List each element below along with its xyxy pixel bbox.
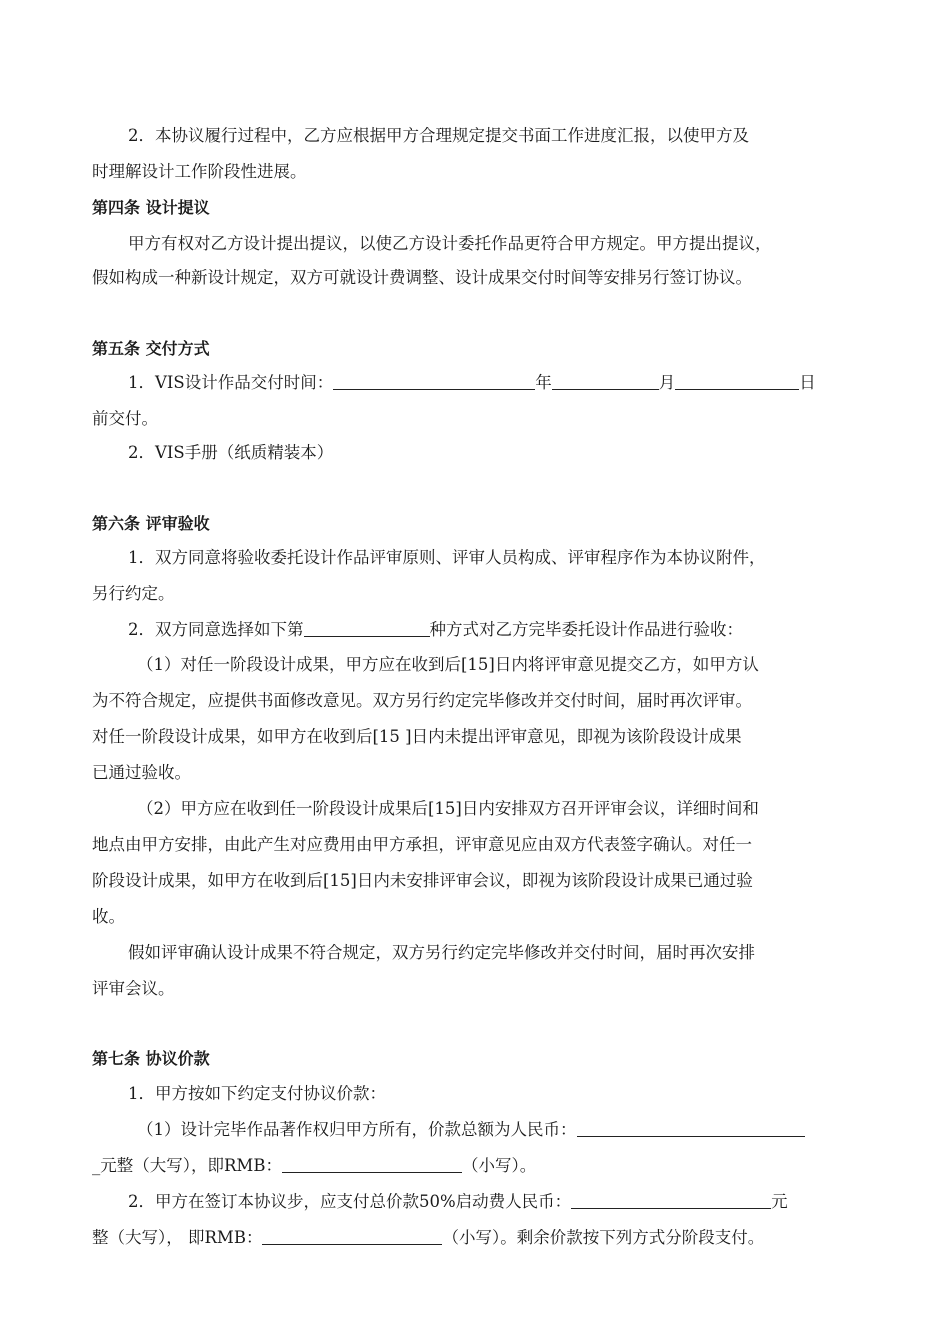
art3-item2-line2: 时理解设计工作阶段性进展。 — [92, 162, 307, 181]
art5-item1-line2: 前交付。 — [92, 409, 158, 428]
day-blank — [675, 370, 799, 390]
art7-option1-prefix: （1）设计完毕作品著作权归甲方所有，价款总额为人民币： — [137, 1120, 577, 1139]
art7-option1-line1 — [137, 1117, 805, 1143]
art7-option1-l2-prefix: _元整（大写），即RMB： — [92, 1156, 282, 1175]
art6-item2-prefix: 2．双方同意选择如下第 — [128, 620, 304, 639]
art7-item1: 1．甲方按如下约定支付协议价款： — [128, 1084, 386, 1103]
art6-option2-line4: 收。 — [92, 907, 125, 926]
art5-item1-line1 — [128, 370, 816, 396]
art6-para-line1: 假如评审确认设计成果不符合规定，双方另行约定完毕修改并交付时间，届时再次安排 — [128, 943, 755, 962]
art6-item2 — [128, 617, 743, 643]
month-blank — [552, 370, 659, 390]
year-label: 年 — [535, 373, 552, 392]
art6-option1-line1: （1）对任一阶段设计成果，甲方应在收到后[15]日内将评审意见提交乙方，如甲方认 — [137, 655, 759, 674]
startup-fee-cn-blank — [571, 1189, 771, 1209]
art7-option1-l2-suffix: （小写）。 — [461, 1156, 537, 1175]
art7-item2-suffix: 元 — [771, 1192, 788, 1211]
art7-item2-l2-suffix: （小写）。剩余价款按下列方式分阶段支付。 — [442, 1228, 765, 1247]
art6-option1-line4: 已通过验收。 — [92, 763, 191, 782]
art4-heading: 第四条 设计提议 — [92, 198, 210, 217]
art6-option2-line3: 阶段设计成果，如甲方在收到后[15]日内未安排评审会议，即视为该阶段设计成果已通过验 — [92, 871, 753, 890]
art5-heading: 第五条 交付方式 — [92, 339, 210, 358]
delivery-time-blank — [333, 370, 535, 390]
total-amount-cn-blank — [577, 1117, 805, 1137]
art4-para-line2: 假如构成一种新设计规定，双方可就设计费调整、设计成果交付时间等安排另行签订协议。 — [92, 268, 752, 287]
art7-option1-line2 — [92, 1153, 536, 1179]
art5-item2: 2．VIS手册（纸质精装本） — [128, 443, 334, 462]
art6-item2-suffix: 种方式对乙方完毕委托设计作品进行验收： — [429, 620, 743, 639]
art6-option2-line2: 地点由甲方安排，由此产生对应费用由甲方承担，评审意见应由双方代表签字确认。对任一 — [92, 835, 752, 854]
art7-item2-line1 — [128, 1189, 788, 1215]
art6-heading: 第六条 评审验收 — [92, 514, 210, 533]
total-amount-rmb-blank — [282, 1153, 462, 1173]
startup-fee-rmb-blank — [262, 1225, 442, 1245]
art3-item2-line1: 2．本协议履行过程中，乙方应根据甲方合理规定提交书面工作进度汇报，以使甲方及 — [128, 126, 749, 145]
day-label: 日 — [799, 373, 816, 392]
month-label: 月 — [658, 373, 676, 392]
art7-item2-prefix: 2．甲方在签订本协议步，应支付总价款50%启动费人民币： — [128, 1192, 572, 1211]
art6-item1-line2: 另行约定。 — [92, 584, 175, 603]
art6-item1-line1: 1．双方同意将验收委托设计作品评审原则、评审人员构成、评审程序作为本协议附件， — [128, 548, 766, 567]
art7-item2-line2 — [92, 1225, 764, 1251]
art6-option1-line3: 对任一阶段设计成果，如甲方在收到后[15 ]日内未提出评审意见，即视为该阶段设计成果 — [92, 727, 742, 746]
art5-item1-prefix: 1．VIS设计作品交付时间： — [128, 373, 334, 392]
art6-option1-line2: 为不符合规定，应提供书面修改意见。双方另行约定完毕修改并交付时间，届时再次评审。 — [92, 691, 752, 710]
art4-para-line1: 甲方有权对乙方设计提出提议，以使乙方设计委托作品更符合甲方规定。甲方提出提议， — [128, 234, 772, 253]
art7-item2-l2-prefix: 整（大写）， 即RMB： — [92, 1228, 263, 1247]
art7-heading: 第七条 协议价款 — [92, 1049, 210, 1068]
art6-option2-line1: （2）甲方应在收到任一阶段设计成果后[15]日内安排双方召开评审会议，详细时间和 — [137, 799, 759, 818]
method-number-blank — [304, 617, 430, 637]
art6-para-line2: 评审会议。 — [92, 979, 175, 998]
